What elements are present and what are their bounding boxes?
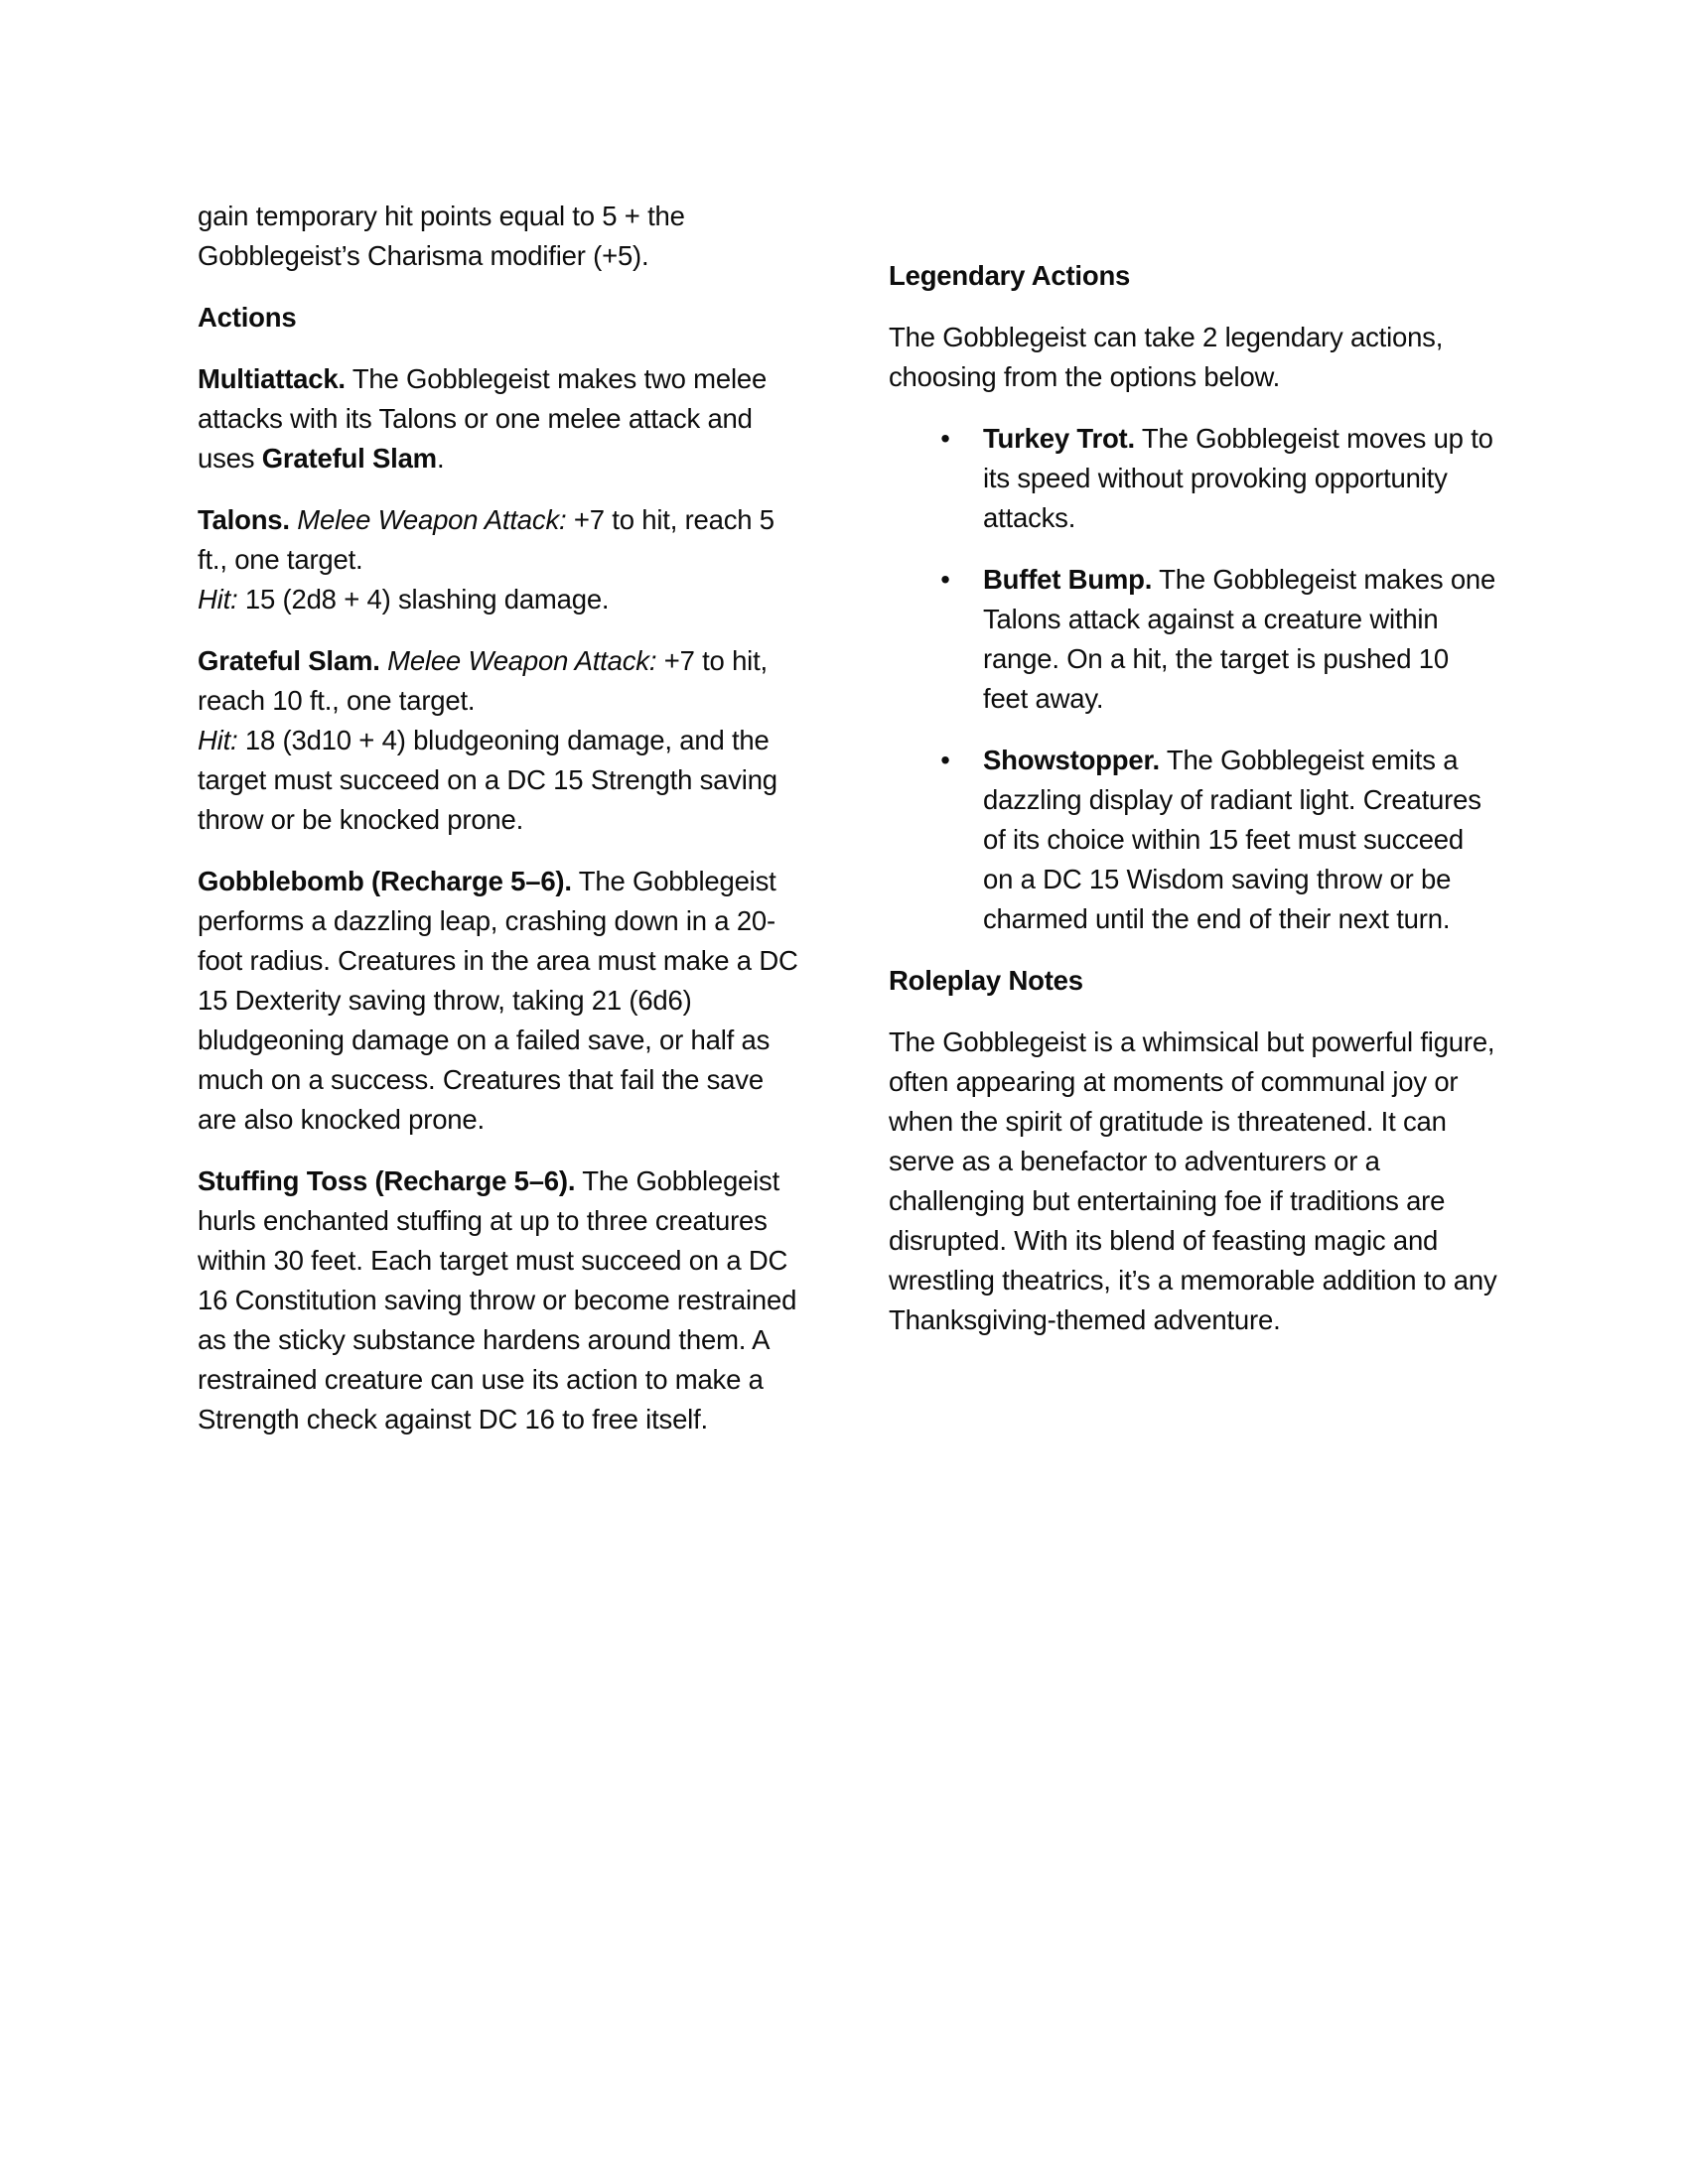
bullet-icon: • [940,423,950,454]
legendary-item-name: Showstopper. [983,745,1160,775]
legendary-item-text: The Gobblegeist moves up to its speed without provoking opportunity attacks. [983,423,1493,533]
action-grateful-slam [198,641,803,840]
legendary-item-text: The Gobblegeist emits a dazzling display of radiant light. Creatures of its choice within 15 feet must succeed on a DC 15 Wisdom saving throw or be charmed until the end of their next turn. [983,745,1481,934]
action-name: Multiattack. [198,363,346,394]
legendary-item-name: Buffet Bump. [983,564,1153,595]
roleplay-notes-text: The Gobblegeist is a whimsical but powerful figure, often appearing at moments of communal joy or when the spirit of gratitude is threatened. It can serve as a benefactor to adventurers or a challenging but entertaining foe if traditions are disrupted. With its blend of feasting magic and wrestling theatrics, it’s a memorable addition to any Thanksgiving-themed adventure. [889,1026,1497,1335]
continuation-text: gain temporary hit points equal to 5 + the Gobblegeist’s Charisma modifier (+5). [198,201,685,271]
action-text: The Gobblegeist hurls enchanted stuffing at up to three creatures within 30 feet. Each target must succeed on a DC 16 Constitution saving throw or become restrained as the sticky substance hardens around them. A restrained creature can use its action to make a Strength check against DC 16 to free itself. [198,1165,797,1434]
legendary-actions-heading: Legendary Actions [889,260,1131,291]
action-name: Grateful Slam. [198,645,380,676]
right-column [889,256,1499,1362]
legendary-actions-list [889,419,1499,939]
roleplay-notes-heading: Roleplay Notes [889,965,1083,996]
action-text-end: . [436,443,445,474]
hit-label: Hit: [198,584,238,614]
action-stuffing-toss [198,1161,803,1439]
legendary-intro: The Gobblegeist can take 2 legendary actions, choosing from the options below. [889,322,1444,392]
attack-type: Melee Weapon Attack: [297,504,567,535]
attack-text: +7 to hit, reach 10 ft., one target. [198,645,768,716]
legendary-item-buffet-bump [889,560,1499,719]
legendary-item-name: Turkey Trot. [983,423,1135,454]
legendary-item-turkey-trot [889,419,1499,538]
bullet-icon: • [940,745,950,775]
attack-text: +7 to hit, reach 5 ft., one target. [198,504,774,575]
attack-type: Melee Weapon Attack: [387,645,657,676]
hit-text: 18 (3d10 + 4) bludgeoning damage, and the target must succeed on a DC 15 Strength saving throw or be knocked prone. [198,725,777,835]
action-multiattack [198,359,803,478]
action-name: Gobblebomb (Recharge 5–6). [198,866,572,896]
legendary-item-showstopper [889,741,1499,939]
action-reference: Grateful Slam [261,443,437,474]
left-column [198,197,803,1461]
action-text: The Gobblegeist makes two melee attacks with its Talons or one melee attack and uses [198,363,768,474]
action-talons [198,500,803,619]
hit-text: 15 (2d8 + 4) slashing damage. [237,584,610,614]
bullet-icon: • [940,564,950,595]
actions-heading: Actions [198,302,297,333]
hit-label: Hit: [198,725,238,755]
legendary-item-text: The Gobblegeist makes one Talons attack against a creature within range. On a hit, the target is pushed 10 feet away. [983,564,1496,714]
action-name: Talons. [198,504,290,535]
action-text: The Gobblegeist performs a dazzling leap, crashing down in a 20-foot radius. Creatures in the area must make a DC 15 Dexterity saving throw, taking 21 (6d6) bludgeoning damage on a failed save, or half as much on a success. Creatures that fail the save are also knocked prone. [198,866,798,1135]
continuation-paragraph [198,197,803,276]
action-gobblebomb [198,862,803,1140]
action-name: Stuffing Toss (Recharge 5–6). [198,1165,576,1196]
